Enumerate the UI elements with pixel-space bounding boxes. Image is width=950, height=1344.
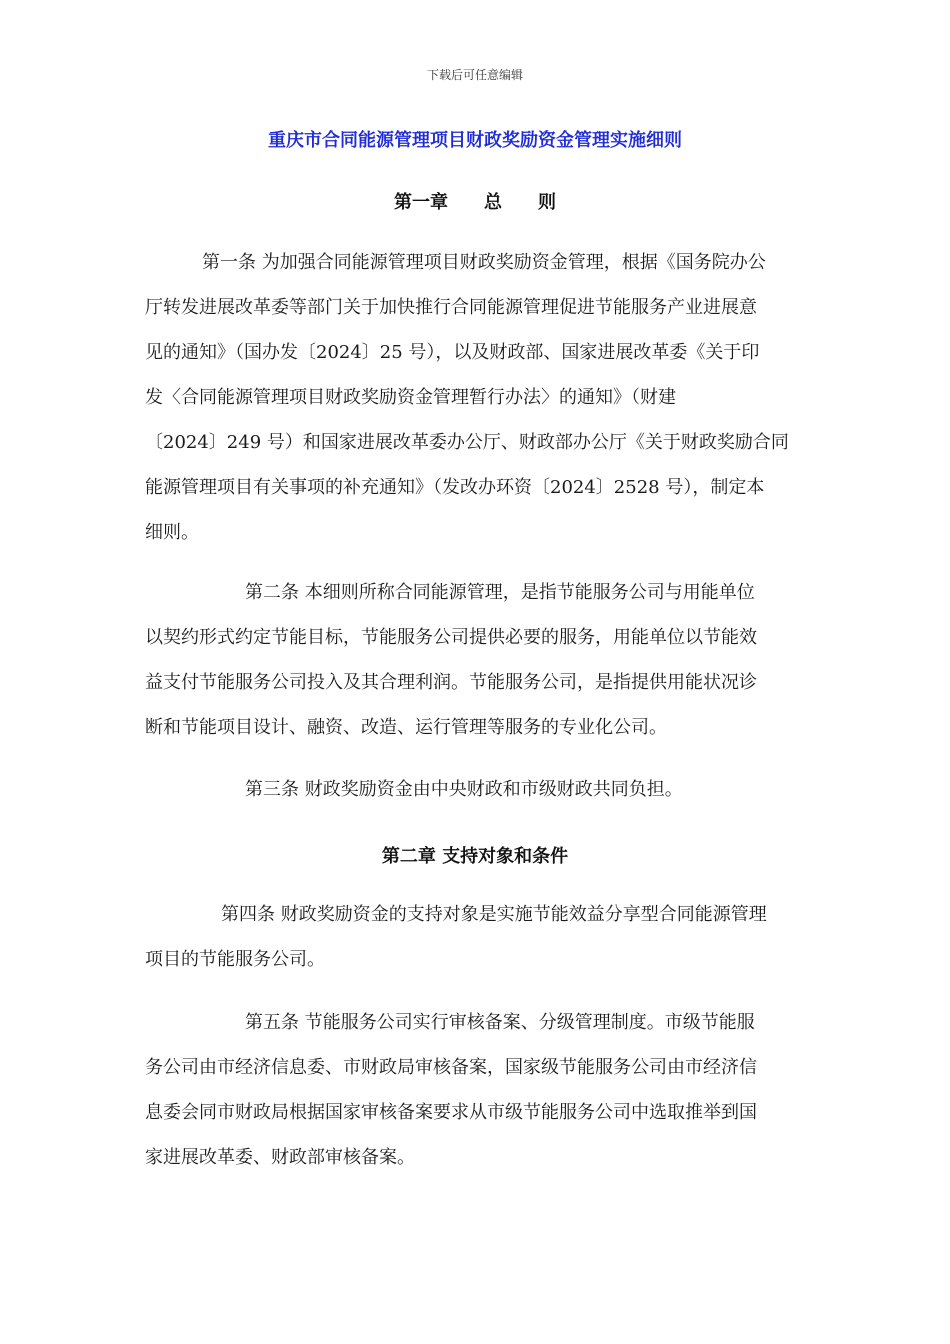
article-1-line: 发〈合同能源管理项目财政奖励资金管理暂行办法〉的通知》（财建 [145,387,676,408]
chapter-1-heading: 第一章 总 则 [394,192,556,213]
article-5-line: 息委会同市财政局根据国家审核备案要求从市级节能服务公司中选取推举到国 [145,1102,757,1123]
article-5-line: 第五条 节能服务公司实行审核备案、分级管理制度。市级节能服 [245,1012,755,1033]
article-1-line: 厅转发进展改革委等部门关于加快推行合同能源管理促进节能服务产业进展意 [145,297,757,318]
chapter-2-heading: 第二章 支持对象和条件 [381,846,569,867]
article-1-line: 第一条 为加强合同能源管理项目财政奖励资金管理，根据《国务院办公 [202,252,766,273]
article-2-line: 断和节能项目设计、融资、改造、运行管理等服务的专业化公司。 [145,717,667,738]
article-2-line: 益支付节能服务公司投入及其合理利润。节能服务公司，是指提供用能状况诊 [145,672,757,693]
article-4-line: 项目的节能服务公司。 [145,949,325,970]
article-4-line: 第四条 财政奖励资金的支持对象是实施节能效益分享型合同能源管理 [221,904,767,925]
article-3 [145,767,810,812]
article-2-line: 第二条 本细则所称合同能源管理，是指节能服务公司与用能单位 [245,582,755,603]
article-1-line: 细则。 [145,522,199,543]
article-2-line: 以契约形式约定节能目标，节能服务公司提供必要的服务，用能单位以节能效 [145,627,757,648]
document-title: 重庆市合同能源管理项目财政奖励资金管理实施细则 [268,130,682,151]
article-1-line: 〔2024〕249 号）和国家进展改革委办公厅、财政部办公厅《关于财政奖励合同 [145,432,789,453]
article-1-line: 能源管理项目有关事项的补充通知》（发改办环资〔2024〕2528 号），制定本 [145,477,765,498]
header-note: 下载后可任意编辑 [426,68,523,82]
article-5-line: 务公司由市经济信息委、市财政局审核备案，国家级节能服务公司由市经济信 [145,1057,757,1078]
article-5-line: 家进展改革委、财政部审核备案。 [145,1147,415,1168]
article-1-line: 见的通知》（国办发〔2024〕25 号），以及财政部、国家进展改革委《关于印 [145,342,760,363]
article-4 [145,892,810,982]
article-5 [145,1000,810,1180]
article-2 [145,570,810,750]
article-3-line: 第三条 财政奖励资金由中央财政和市级财政共同负担。 [245,779,683,800]
article-1 [145,240,810,555]
